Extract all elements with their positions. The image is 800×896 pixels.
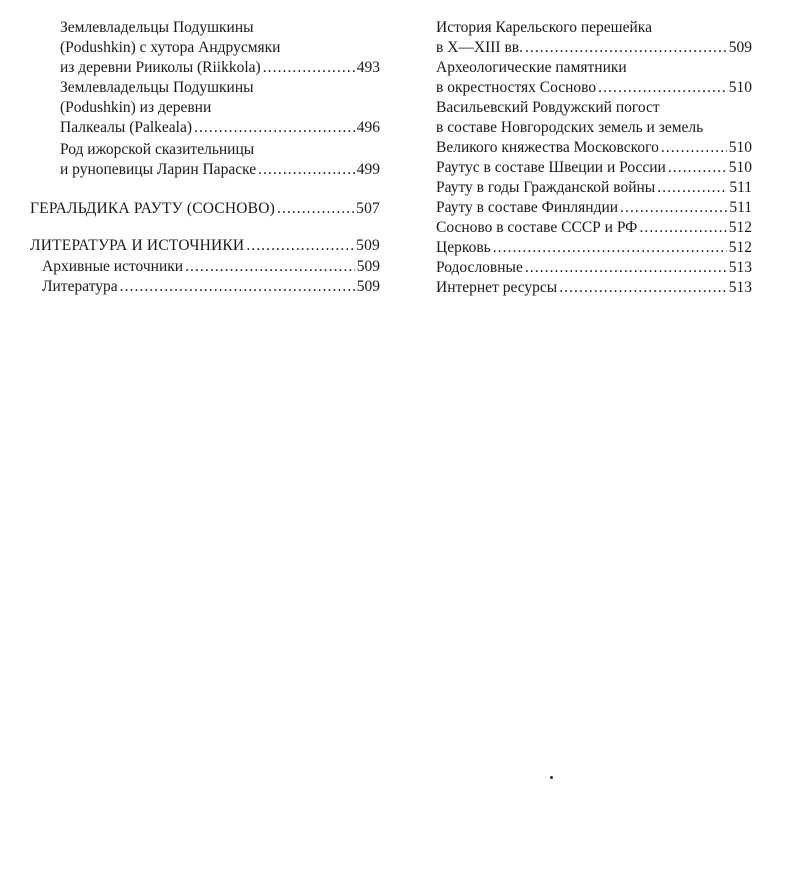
toc-entry-row[interactable] — [436, 278, 752, 298]
dot-leader — [661, 138, 727, 158]
toc-entry-title: Интернет ресурсы — [436, 279, 558, 296]
toc-entry-title: Архивные источники — [42, 258, 184, 275]
toc-entry-title: в окрестностях Сосново — [436, 79, 597, 96]
toc-page-number: 513 — [728, 279, 752, 296]
toc-subentry-row[interactable] — [42, 277, 380, 297]
toc-entry-title: Церковь — [436, 239, 491, 256]
dot-leader — [598, 78, 727, 98]
toc-entry-title: и рунопевицы Ларин Параске — [60, 161, 257, 178]
dot-leader — [185, 257, 355, 277]
dot-leader — [639, 218, 726, 238]
toc-page-number: 512 — [728, 219, 752, 236]
dot-leader — [493, 238, 727, 258]
toc-entry-line: Землевладельцы Подушкины — [60, 19, 254, 36]
toc-page-number: 511 — [729, 199, 752, 216]
toc-entry-row[interactable] — [436, 178, 752, 198]
toc-entry-row[interactable] — [60, 58, 380, 78]
toc-page-number: 513 — [728, 259, 752, 276]
toc-page-number: 512 — [728, 239, 752, 256]
paper-speck — [550, 776, 553, 779]
toc-page-number: 507 — [356, 200, 380, 217]
toc-entry-row[interactable] — [60, 118, 380, 138]
toc-page-number: 493 — [356, 59, 380, 76]
toc-entry-line: Археологические памятники — [436, 59, 627, 76]
toc-section-heraldry[interactable] — [30, 199, 380, 219]
toc-entry-line: (Podushkin) из деревни — [60, 99, 212, 116]
dot-leader — [668, 158, 727, 178]
toc-entry-title: Раутус в составе Швеции и России — [436, 159, 666, 176]
toc-subentry-row[interactable] — [42, 257, 380, 277]
toc-entry-row[interactable] — [436, 138, 752, 158]
toc-entry-row[interactable] — [436, 258, 752, 278]
toc-entry-title: Родословные — [436, 259, 523, 276]
toc-entry-title: Палкеалы (Palkeala) — [60, 119, 193, 136]
dot-leader — [657, 178, 727, 198]
toc-entry-line: в составе Новгородских земель и земель — [436, 119, 704, 136]
toc-entry-line: (Podushkin) с хутора Андрусмяки — [60, 39, 281, 56]
toc-page-number: 509 — [356, 278, 380, 295]
dot-leader — [246, 236, 354, 256]
dot-leader — [620, 198, 727, 218]
toc-page-number: 510 — [728, 139, 752, 156]
toc-page-number: 509 — [356, 258, 380, 275]
toc-entry-line: История Карельского перешейка — [436, 19, 652, 36]
toc-section-literature[interactable] — [30, 236, 380, 256]
dot-leader — [277, 199, 354, 219]
toc-entry-line: Васильевский Ровдужский погост — [436, 99, 660, 116]
toc-entry-row[interactable] — [60, 160, 380, 180]
toc-section-title: ГЕРАЛЬДИКА РАУТУ (СОСНОВО) — [30, 200, 275, 217]
toc-page-number: 496 — [356, 119, 380, 136]
toc-page-number: 510 — [728, 159, 752, 176]
toc-entry-row[interactable] — [436, 78, 752, 98]
toc-entry-line: Род ижорской сказительницы — [60, 141, 255, 158]
toc-entry-title: Литература — [42, 278, 118, 295]
toc-entry-title: Сосново в составе СССР и РФ — [436, 219, 638, 236]
toc-entry-row[interactable] — [436, 198, 752, 218]
toc-section-title: ЛИТЕРАТУРА И ИСТОЧНИКИ — [30, 237, 245, 254]
toc-page-number: 509 — [728, 39, 752, 56]
toc-page-number: 499 — [356, 161, 380, 178]
dot-leader — [120, 277, 355, 297]
dot-leader — [525, 258, 727, 278]
toc-entry-title: Рауту в составе Финляндии — [436, 199, 619, 216]
toc-page-number: 510 — [728, 79, 752, 96]
toc-entry-row[interactable] — [436, 218, 752, 238]
toc-entry-line: Землевладельцы Подушкины — [60, 79, 254, 96]
toc-entry-row[interactable] — [436, 238, 752, 258]
toc-entry-title: Рауту в годы Гражданской войны — [436, 179, 656, 196]
dot-leader — [525, 38, 727, 58]
toc-entry-title: из деревни Рииколы (Riikkola) — [60, 59, 261, 76]
toc-entry-title: в X—XIII вв. — [436, 39, 523, 56]
dot-leader — [194, 118, 355, 138]
toc-page-number: 511 — [729, 179, 752, 196]
dot-leader — [263, 58, 355, 78]
toc-entry-row[interactable] — [436, 38, 752, 58]
toc-entry-row[interactable] — [436, 158, 752, 178]
toc-entry-title: Великого княжества Московского — [436, 139, 659, 156]
dot-leader — [258, 160, 355, 180]
toc-page-number: 509 — [356, 237, 380, 254]
dot-leader — [559, 278, 727, 298]
